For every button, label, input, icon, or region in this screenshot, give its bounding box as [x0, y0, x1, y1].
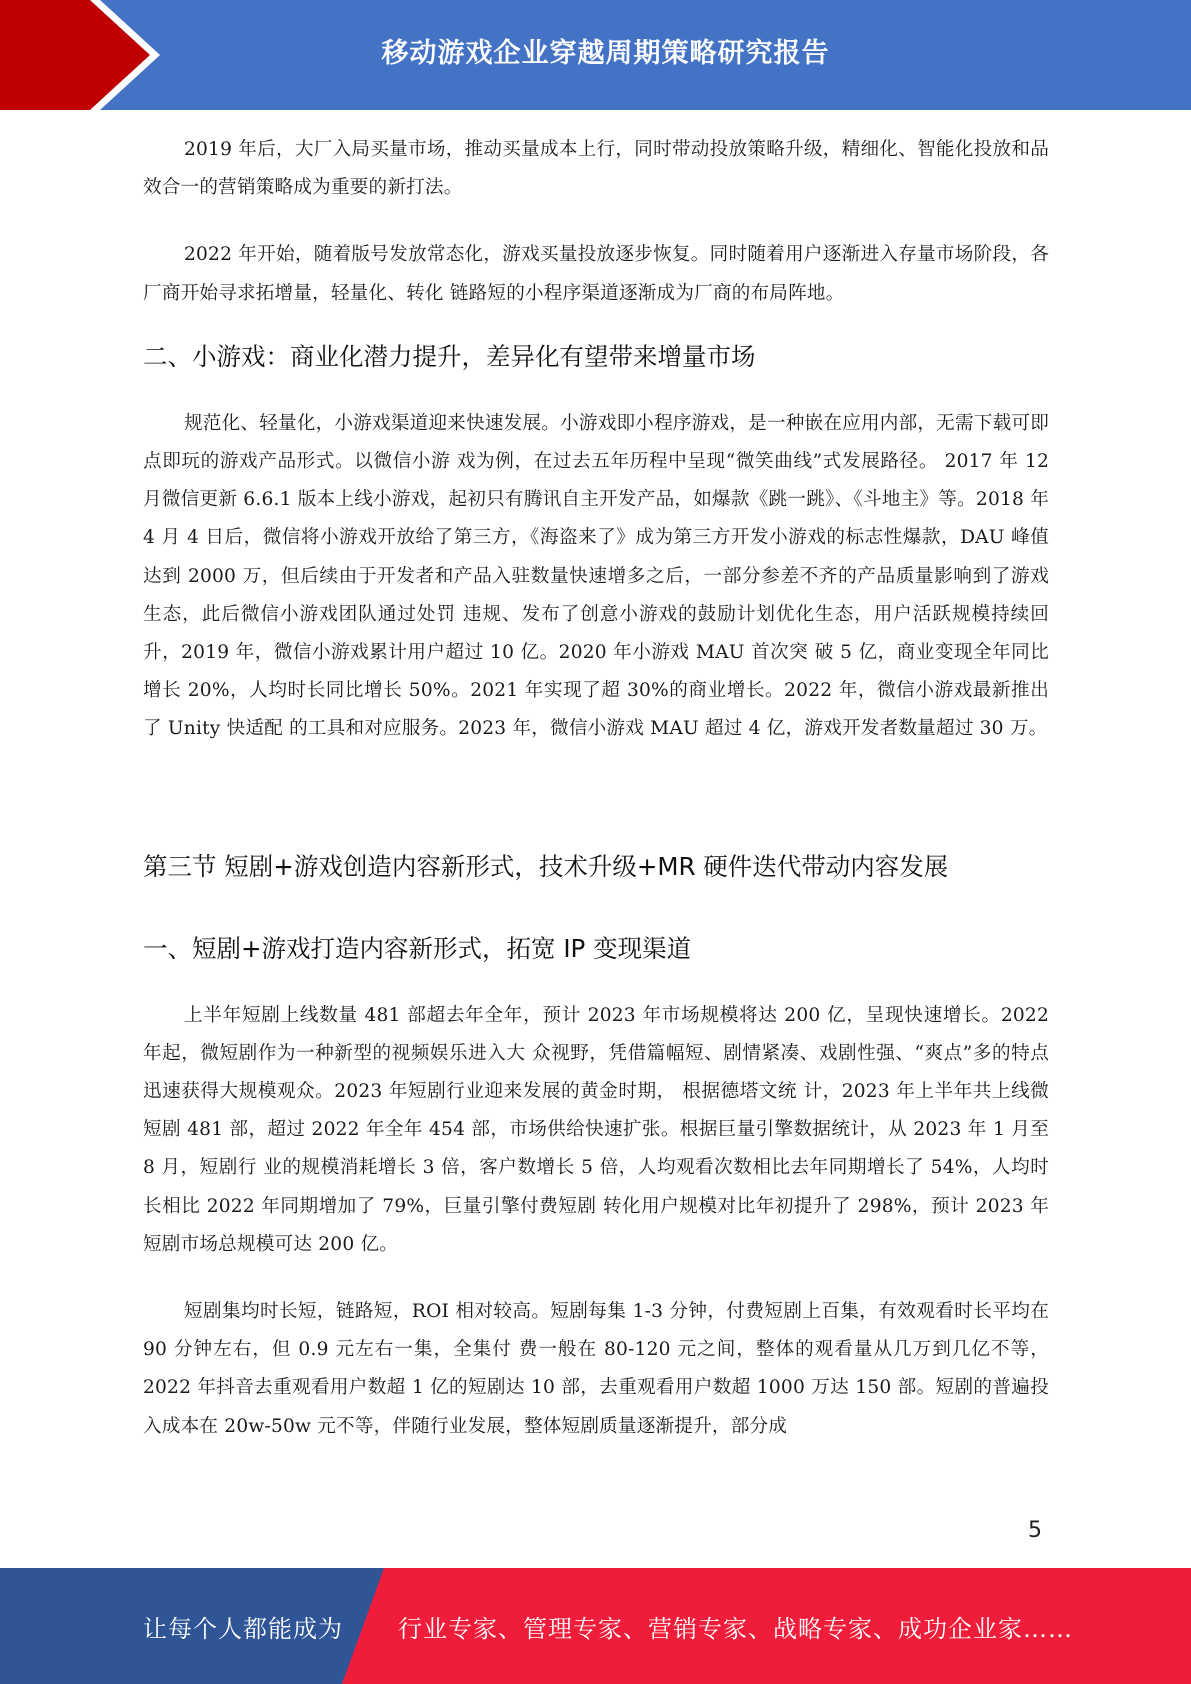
paragraph: 上半年短剧上线数量 481 部超去年全年，预计 2023 年市场规模将达 200 亿，呈现快速增长。2022 年起，微短剧作为一种新型的视频娱乐进入大 众视野，凭借篇幅短、剧情紧凑、戏剧性强、“爽点”多的特点迅速获得大规模观众。2023 年短剧行业迎来发展的黄金时期， 根据德塔文统 计，2023 年上半年共上线微短剧 481 部，超过 2022 年全年 454 部，市场供给快速扩张。根据巨量引擎数据统计，从 2023 年 1 月至 8 月，短剧行 业的规模消耗增长 3 倍，客户数增长 5 倍，人均观看次数相比去年同期增长了 54%，人均时长相比 2022 年同期增加了 79%，巨量引擎付费短剧 转化用户规模对比年初提升了 298%，预计 2023 年短剧市场总规模可达 200 亿。 — [143, 1004, 1049, 1255]
page-header — [0, 0, 1191, 110]
paragraph: 2022 年开始，随着版号发放常态化，游戏买量投放逐步恢复。同时随着用户逐渐进入存量市场阶段，各厂商开始寻求拓增量，轻量化、转化 链路短的小程序渠道逐渐成为厂商的布局阵地。 — [143, 244, 1049, 304]
paragraph: 短剧集均时长短，链路短，ROI 相对较高。短剧每集 1-3 分钟，付费短剧上百集，有效观看时长平均在 90 分钟左右，但 0.9 元左右一集，全集付 费一般在 80-120 元之间，整体的观看量从几万到几亿不等，2022 年抖音去重观看用户数超 1 亿的短剧达 10 部，去重观看用户数超 1000 万达 150 部。短剧的普遍投入成本在 20w-50w 元不等，伴随行业发展，整体短剧质量逐渐提升，部分成 — [143, 1301, 1049, 1437]
paragraph: 规范化、轻量化，小游戏渠道迎来快速发展。小游戏即小程序游戏，是一种嵌在应用内部，无需下载可即点即玩的游戏产品形式。以微信小游 戏为例，在过去五年历程中呈现“微笑曲线”式发展路径。 2017 年 12 月微信更新 6.6.1 版本上线小游戏，起初只有腾讯自主开发产品，如爆款《跳一跳》、《斗地主》等。2018 年 4 月 4 日后，微信将小游戏开放给了第三方，《海盗来了》成为第三方开发小游戏的标志性爆款，DAU 峰值 达到 2000 万，但后续由于开发者和产品入驻数量快速增多之后，一部分参差不齐的产品质量影响到了游戏生态，此后微信小游戏团队通过处罚 违规、发布了创意小游戏的鼓励计划优化生态，用户活跃规模持续回升，2019 年，微信小游戏累计用户超过 10 亿。2020 年小游戏 MAU 首次突 破 5 亿，商业变现全年同比增长 20%，人均时长同比增长 50%。2021 年实现了超 30%的商业增长。2022 年，微信小游戏最新推出了 Unity 快适配 的工具和对应服务。2023 年，微信小游戏 MAU 超过 4 亿，游戏开发者数量超过 30 万。 — [143, 412, 1049, 740]
paragraph: 2019 年后，大厂入局买量市场，推动买量成本上行，同时带动投放策略升级，精细化、智能化投放和品效合一的营销策略成为重要的新打法。 — [143, 139, 1049, 199]
footer-slogan-left: 让每个人都能成为 — [143, 1614, 343, 1643]
page-number: 5 — [1028, 1518, 1042, 1543]
subsection-heading: 一、短剧+游戏打造内容新形式，拓宽 IP 变现渠道 — [143, 933, 692, 963]
report-title: 移动游戏企业穿越周期策略研究报告 — [381, 37, 830, 69]
subsection-heading: 二、小游戏：商业化潜力提升，差异化有望带来增量市场 — [143, 341, 756, 371]
section-title: 第三节 短剧+游戏创造内容新形式，技术升级+MR 硬件迭代带动内容发展 — [143, 851, 949, 881]
page-content — [143, 131, 1049, 1446]
page-footer — [0, 1568, 1191, 1684]
footer-slogan-right: 行业专家、管理专家、营销专家、战略专家、成功企业家…… — [398, 1614, 1073, 1643]
